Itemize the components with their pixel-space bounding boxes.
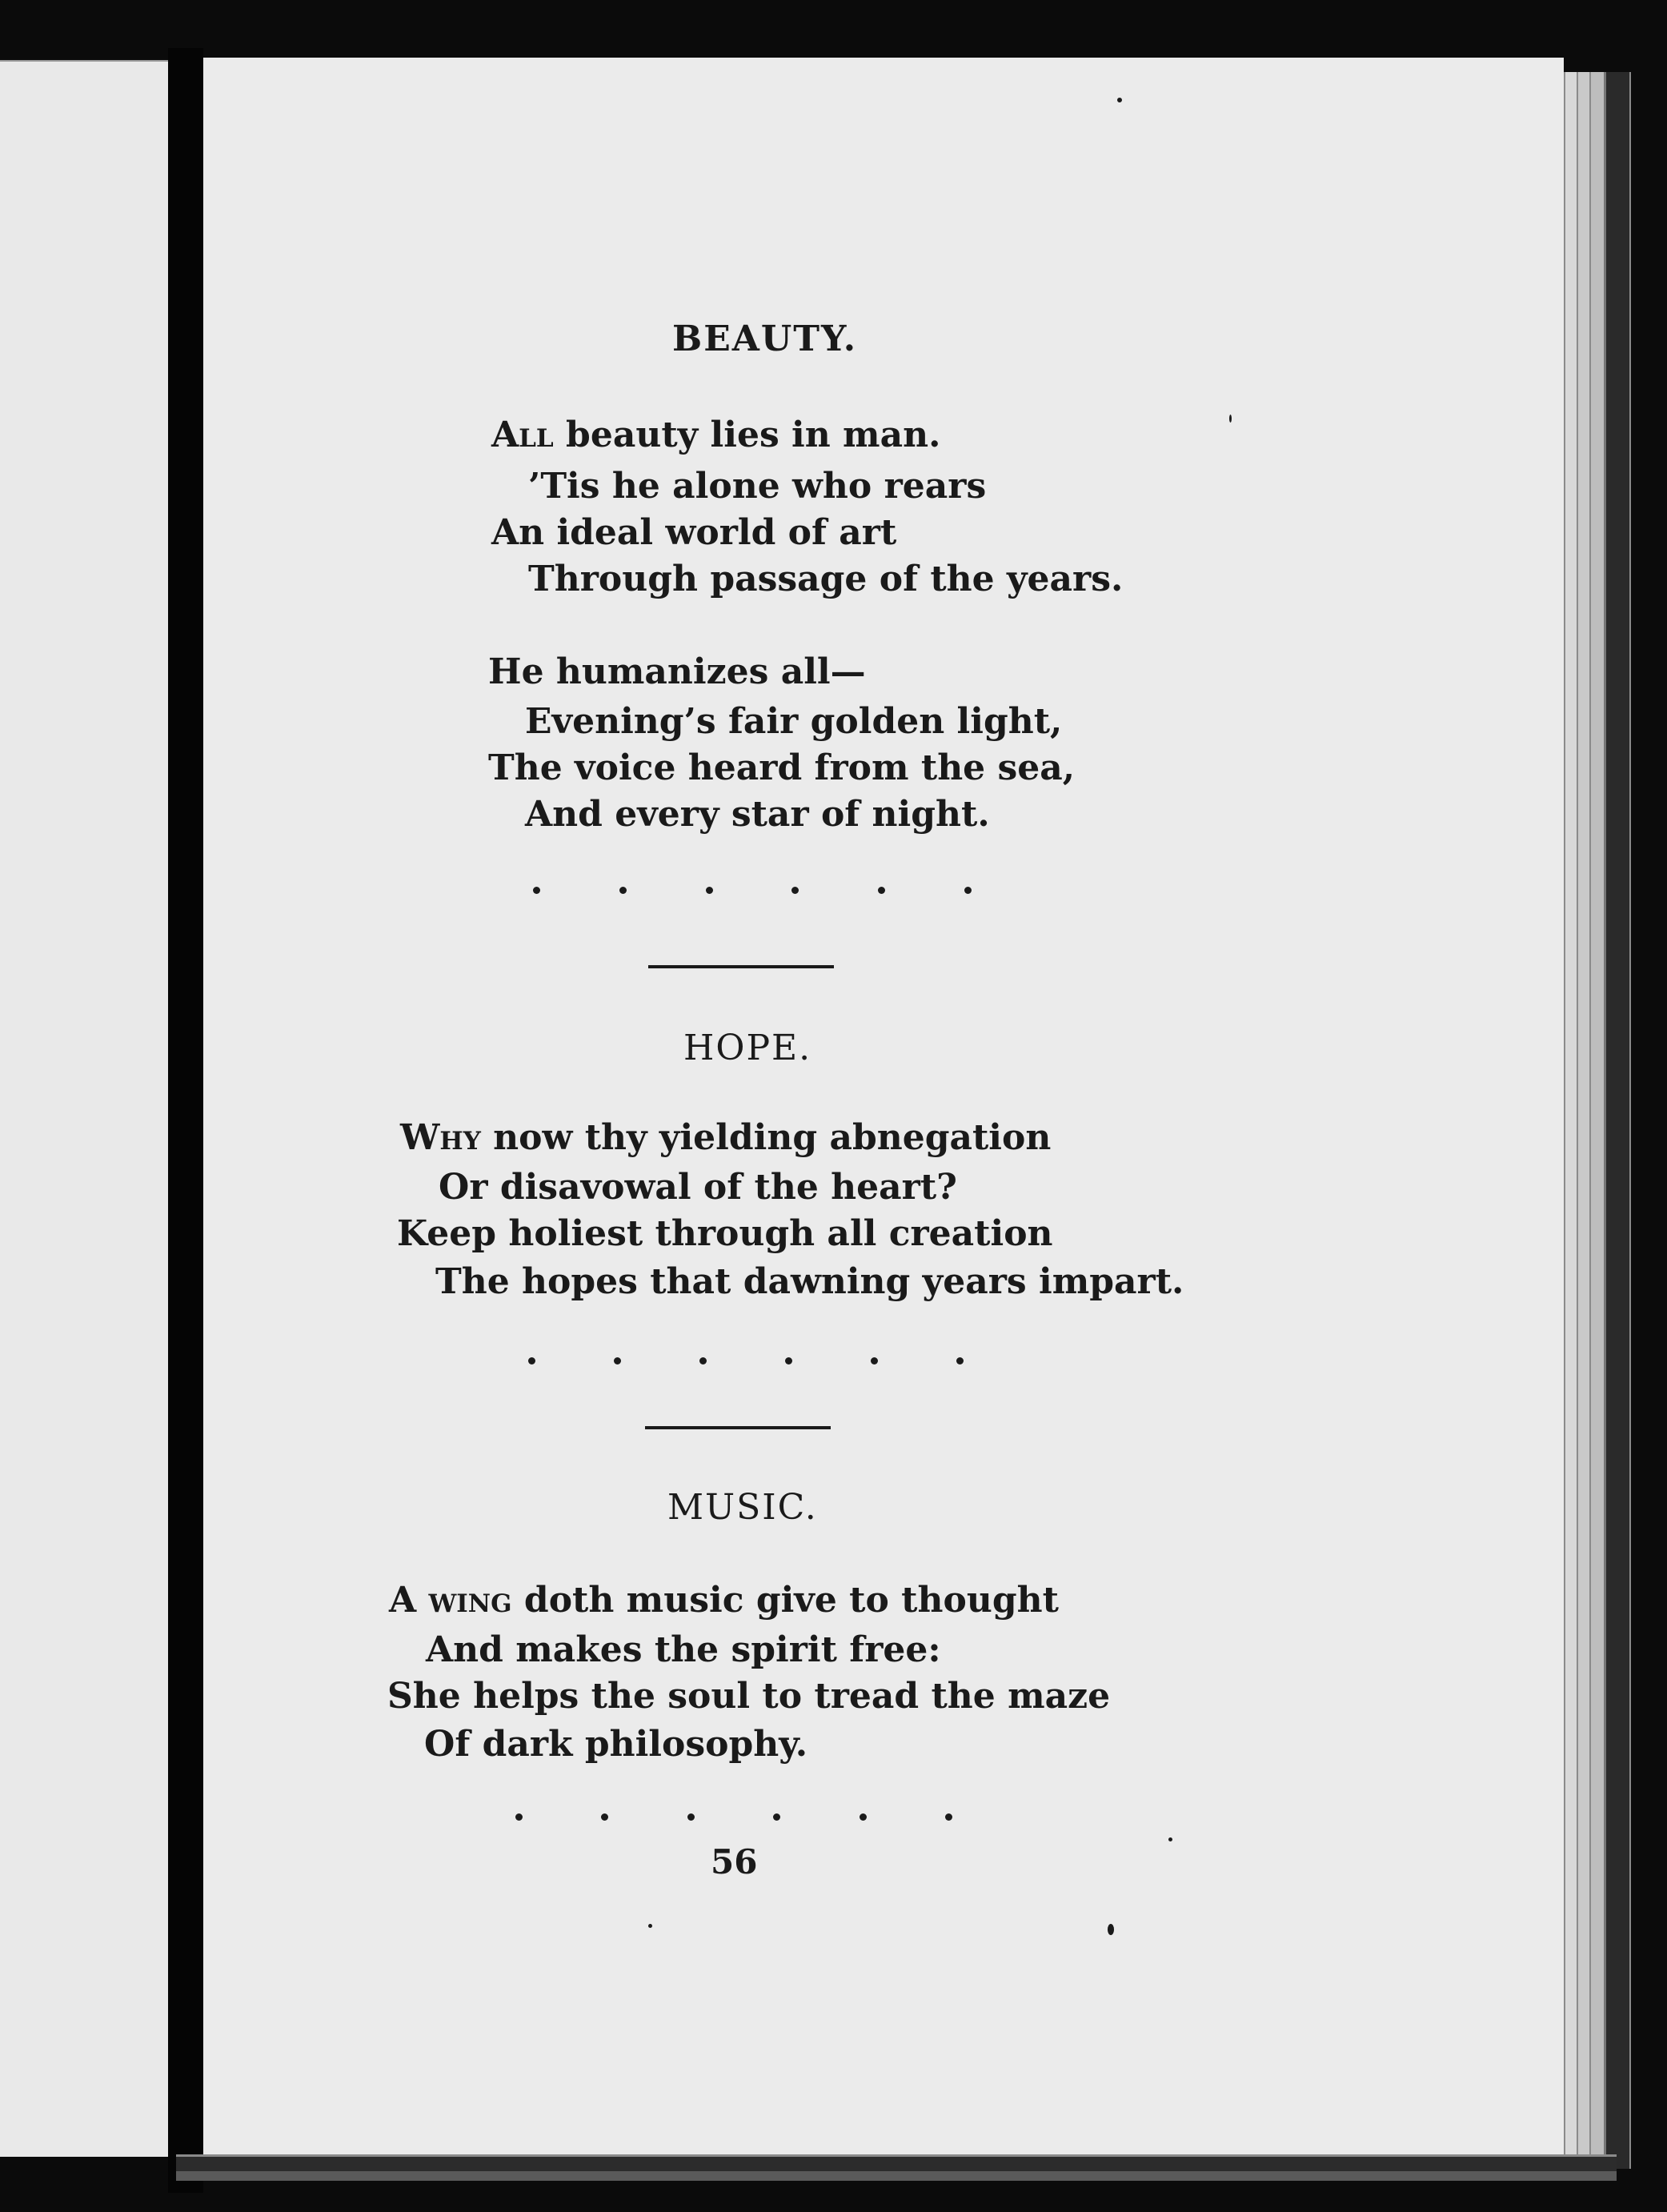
page-edge [1564,72,1577,2169]
poem-line: He humanizes all— [488,651,866,692]
dot [533,887,540,894]
page-edge [1589,72,1604,2169]
dot [791,887,799,894]
dot [785,1357,792,1364]
dot [601,1813,608,1821]
drop-word: Why [400,1117,481,1158]
poem-line: Of dark philosophy. [424,1724,808,1765]
poem-title-hope: HOPE. [683,1028,812,1068]
poem-line: Through passage of the years. [528,559,1124,599]
poem-line [400,1117,1052,1158]
dot [773,1813,780,1821]
dot [878,887,885,894]
facing-page [0,60,168,2157]
dot [515,1813,523,1821]
facing-page-edge [0,60,168,62]
section-rule [645,1426,831,1429]
line-rest: now thy yielding abnegation [480,1117,1052,1158]
dot [699,1357,707,1364]
dot [860,1813,867,1821]
poem-line: Or disavowal of the heart? [439,1167,957,1208]
poem-line: ’Tis he alone who rears [528,466,987,507]
bottom-page-edge [176,2154,1617,2171]
page-edge [1604,72,1630,2169]
page-number: 56 [711,1842,758,1881]
bottom-page-edge [176,2171,1617,2181]
print-speck [648,1924,652,1928]
poem-line: And makes the spirit free: [426,1629,941,1670]
print-speck [1108,1924,1114,1935]
dot [614,1357,621,1364]
drop-word: All [491,415,554,455]
dot [619,887,627,894]
print-speck [1117,98,1122,102]
poem-line: Keep holiest through all creation [397,1213,1053,1254]
print-speck [1168,1837,1172,1841]
dot [706,887,713,894]
poem-line: An ideal world of art [491,512,897,553]
poem-line: The voice heard from the sea, [488,747,1076,788]
poem-line [389,1580,1059,1621]
dot [945,1813,952,1821]
book-page [203,58,1564,2154]
poem-title-beauty: BEAUTY. [672,319,858,359]
poem-line: And every star of night. [525,794,990,835]
poem-line: She helps the soul to tread the maze [387,1676,1111,1717]
ellipsis-dots [528,1357,964,1364]
poem-line: The hopes that dawning years impart. [435,1261,1184,1302]
dot [956,1357,964,1364]
book-spine [168,48,203,2193]
line-rest: beauty lies in man. [553,415,941,455]
print-speck [1229,415,1232,423]
poem-line: Evening’s fair golden light, [525,701,1063,742]
ellipsis-dots [533,887,972,894]
ellipsis-dots [515,1813,952,1821]
poem-title-music: MUSIC. [667,1487,818,1528]
drop-word: wing [428,1580,512,1621]
drop-letter: A [389,1580,429,1621]
page-edge [1629,72,1667,2169]
dot [964,887,972,894]
page-edge [1577,72,1589,2169]
dot [687,1813,695,1821]
section-rule [648,965,834,968]
line-rest: doth music give to thought [511,1580,1059,1621]
dot [871,1357,878,1364]
poem-line [491,415,941,455]
dot [528,1357,535,1364]
